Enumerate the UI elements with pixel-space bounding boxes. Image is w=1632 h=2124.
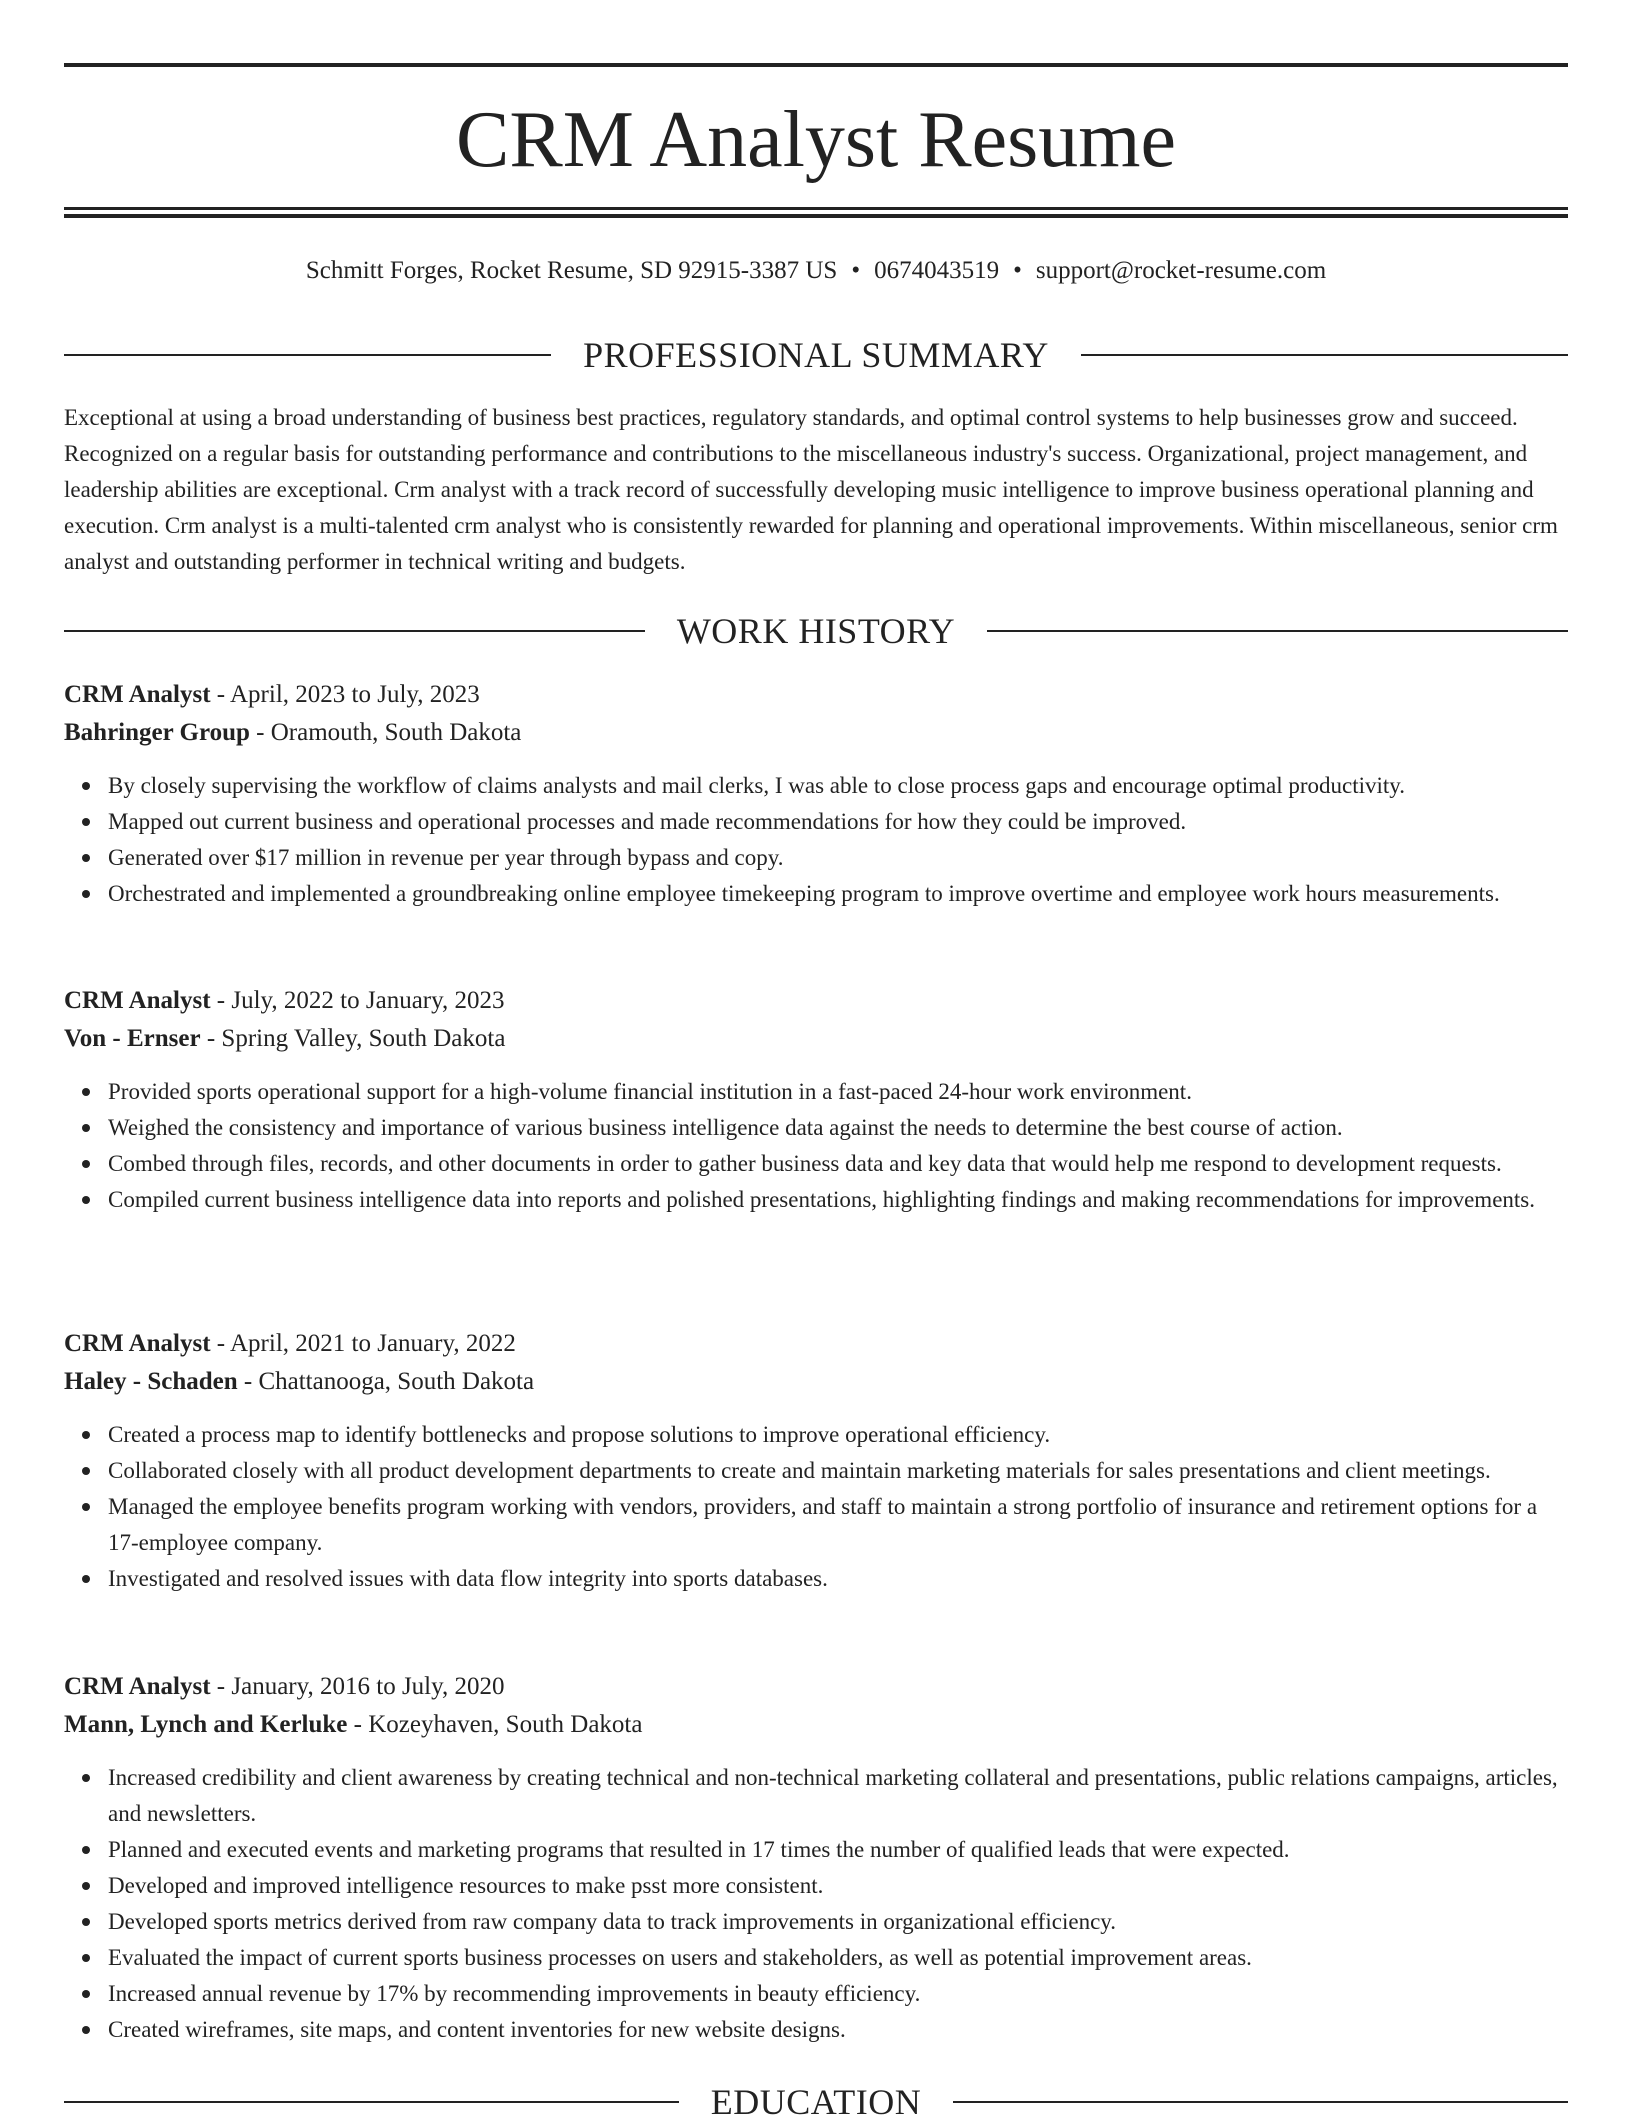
job-dates: - July, 2022 to January, 2023 bbox=[210, 987, 505, 1014]
section-rule-left bbox=[64, 2101, 679, 2103]
page-title: CRM Analyst Resume bbox=[455, 96, 1177, 184]
job-title-line bbox=[64, 676, 1568, 714]
job-bullet: Mapped out current business and operational processes and made recommendations for how they could be improved. bbox=[108, 804, 1568, 840]
section-rule-left bbox=[64, 354, 551, 356]
job-bullet: Evaluated the impact of current sports business processes on users and stakeholders, as well as potential improvement areas. bbox=[108, 1940, 1568, 1976]
job-bullet: Developed sports metrics derived from raw company data to track improvements in organizational efficiency. bbox=[108, 1904, 1568, 1940]
section-rule-right bbox=[987, 630, 1568, 632]
job-bullet: Collaborated closely with all product development departments to create and maintain marketing materials for sales presentations and client meetings. bbox=[108, 1453, 1568, 1489]
summary-text: Exceptional at using a broad understanding of business best practices, regulatory standards, and optimal control systems to help businesses grow and succeed. Recognized on a regular basis for outstanding performance and contributions to the miscellaneous industry's success. Organizational, project management, and leadership abilities are exceptional. Crm analyst with a track record of successfully developing music intelligence to improve business operational planning and execution. Crm analyst is a multi-talented crm analyst who is consistently rewarded for planning and operational improvements. Within miscellaneous, senior crm analyst and outstanding performer in technical writing and budgets. bbox=[64, 405, 1558, 574]
job-bullet: Weighed the consistency and importance of various business intelligence data against the needs to determine the best course of action. bbox=[108, 1110, 1568, 1146]
job-entry bbox=[64, 982, 1568, 1218]
job-location: - Spring Valley, South Dakota bbox=[200, 1025, 506, 1052]
job-entry bbox=[64, 676, 1568, 912]
section-rule-right bbox=[1081, 354, 1568, 356]
job-title-line bbox=[64, 1668, 1568, 1706]
section-rule-right bbox=[953, 2101, 1568, 2103]
job-bullet: Generated over $17 million in revenue per year through bypass and copy. bbox=[108, 840, 1568, 876]
job-company-line bbox=[64, 1363, 1568, 1401]
job-company: Bahringer Group bbox=[64, 719, 250, 746]
job-bullet-list bbox=[64, 1074, 1568, 1218]
top-rule bbox=[64, 63, 1568, 67]
job-bullet: Developed and improved intelligence resources to make psst more consistent. bbox=[108, 1868, 1568, 1904]
title-double-rule bbox=[64, 207, 1568, 218]
job-entry bbox=[64, 1668, 1568, 2048]
job-location: - Oramouth, South Dakota bbox=[249, 719, 522, 746]
job-dates: - April, 2021 to January, 2022 bbox=[210, 1330, 516, 1357]
contact-address: Schmitt Forges, Rocket Resume, SD 92915-3387 US bbox=[305, 257, 838, 284]
job-company-line bbox=[64, 714, 1568, 752]
job-bullet: Combed through files, records, and other documents in order to gather business data and key data that would help me respond to development requests. bbox=[108, 1146, 1568, 1182]
section-header-summary bbox=[64, 333, 1568, 377]
job-bullet: Compiled current business intelligence data into reports and polished presentations, highlighting findings and making recommendations for improvements. bbox=[108, 1182, 1568, 1218]
job-bullet: Increased annual revenue by 17% by recommending improvements in beauty efficiency. bbox=[108, 1976, 1568, 2012]
section-title: EDUCATION bbox=[710, 2082, 922, 2122]
contact-separator: • bbox=[1013, 257, 1022, 284]
job-title: CRM Analyst bbox=[64, 1330, 211, 1357]
job-company: Mann, Lynch and Kerluke bbox=[64, 1711, 348, 1738]
job-bullet: Investigated and resolved issues with data flow integrity into sports databases. bbox=[108, 1561, 1568, 1597]
job-company: Von - Ernser bbox=[64, 1025, 201, 1052]
job-bullet-list bbox=[64, 1760, 1568, 2048]
job-bullet: Created wireframes, site maps, and content inventories for new website designs. bbox=[108, 2012, 1568, 2048]
section-title: WORK HISTORY bbox=[676, 611, 956, 651]
job-bullet: By closely supervising the workflow of claims analysts and mail clerks, I was able to close process gaps and encourage optimal productivity. bbox=[108, 768, 1568, 804]
job-title: CRM Analyst bbox=[64, 681, 211, 708]
job-bullet-list bbox=[64, 1417, 1568, 1597]
job-bullet: Increased credibility and client awareness by creating technical and non-technical marketing collateral and presentations, public relations campaigns, articles, and newsletters. bbox=[108, 1760, 1568, 1832]
section-title: PROFESSIONAL SUMMARY bbox=[583, 335, 1049, 375]
section-header-work-history bbox=[64, 609, 1568, 653]
contact-email: support@rocket-resume.com bbox=[1035, 257, 1327, 284]
job-company: Haley - Schaden bbox=[64, 1368, 238, 1395]
job-title: CRM Analyst bbox=[64, 987, 211, 1014]
job-dates: - April, 2023 to July, 2023 bbox=[210, 681, 480, 708]
job-company-line bbox=[64, 1706, 1568, 1744]
contact-line bbox=[64, 253, 1568, 289]
job-bullet-list bbox=[64, 768, 1568, 912]
job-location: - Kozeyhaven, South Dakota bbox=[347, 1711, 643, 1738]
job-title: CRM Analyst bbox=[64, 1673, 211, 1700]
job-bullet: Managed the employee benefits program working with vendors, providers, and staff to maintain a strong portfolio of insurance and retirement options for a 17-employee company. bbox=[108, 1489, 1568, 1561]
job-bullet: Planned and executed events and marketing programs that resulted in 17 times the number of qualified leads that were expected. bbox=[108, 1832, 1568, 1868]
job-title-line bbox=[64, 982, 1568, 1020]
job-entry bbox=[64, 1325, 1568, 1597]
contact-phone: 0674043519 bbox=[874, 257, 1000, 284]
job-bullet: Provided sports operational support for a high-volume financial institution in a fast-paced 24-hour work environment. bbox=[108, 1074, 1568, 1110]
job-dates: - January, 2016 to July, 2020 bbox=[210, 1673, 505, 1700]
job-bullet: Created a process map to identify bottlenecks and propose solutions to improve operational efficiency. bbox=[108, 1417, 1568, 1453]
job-company-line bbox=[64, 1020, 1568, 1058]
contact-separator: • bbox=[851, 257, 861, 284]
section-header-education bbox=[64, 2080, 1568, 2124]
job-title-line bbox=[64, 1325, 1568, 1363]
section-rule-left bbox=[64, 630, 645, 632]
job-location: - Chattanooga, South Dakota bbox=[237, 1368, 535, 1395]
job-bullet: Orchestrated and implemented a groundbreaking online employee timekeeping program to improve overtime and employee work hours measurements. bbox=[108, 876, 1568, 912]
